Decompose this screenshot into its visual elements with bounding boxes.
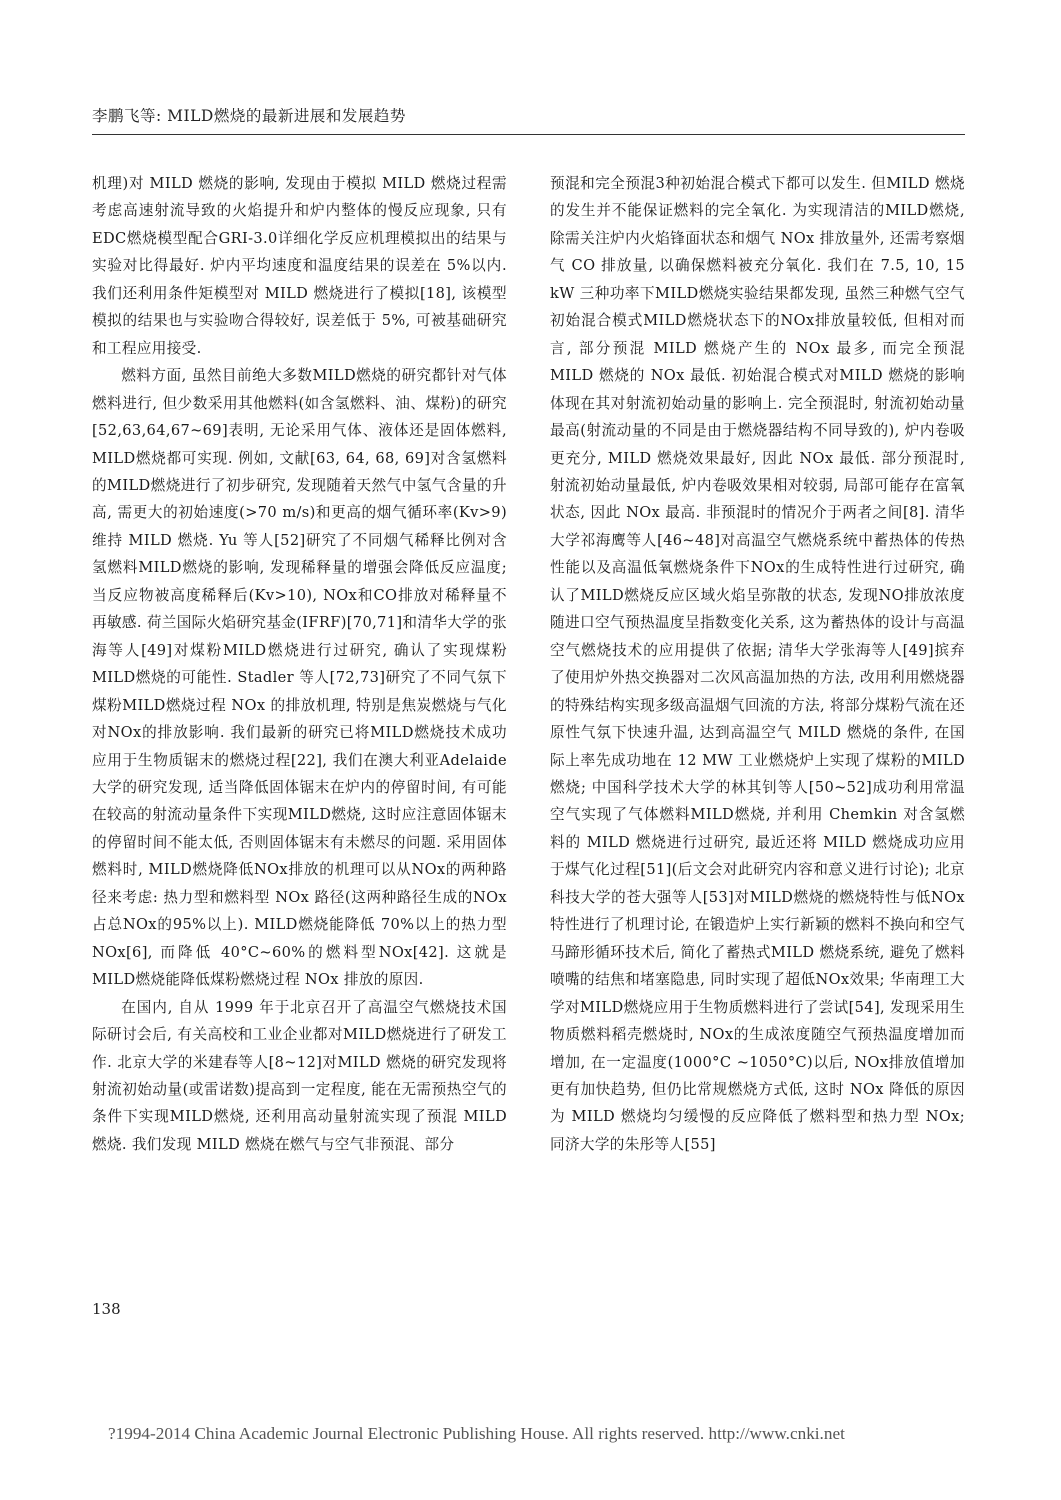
header-rule	[92, 134, 965, 135]
left-column	[92, 170, 507, 1158]
paragraph: 在国内, 自从 1999 年于北京召开了高温空气燃烧技术国际研讨会后, 有关高校和工业企业都对MILD燃烧进行了研发工作. 北京大学的米建春等人[8~12]对MILD 燃烧的研究发现将射流初始动量(或雷诺数)提高到一定程度, 能在无需预热空气的条件下实现MILD燃烧, 还利用高动量射流实现了预混 MILD 燃烧. 我们发现 MILD 燃烧在燃气与空气非预混、部分	[92, 998, 507, 1153]
right-column	[550, 170, 965, 1158]
paragraph: 机理)对 MILD 燃烧的影响, 发现由于模拟 MILD 燃烧过程需考虑高速射流导致的火焰提升和炉内整体的慢反应现象, 只有EDC燃烧模型配合GRI-3.0详细化学反应机理模拟出的结果与实验对比得最好. 炉内平均速度和温度结果的误差在 5%以内. 我们还利用条件矩模型对 MILD 燃烧进行了模拟[18], 该模型模拟的结果也与实验吻合得较好, 误差低于 5%, 可被基础研究和工程应用接受.	[92, 175, 507, 357]
paragraph: 预混和完全预混3种初始混合模式下都可以发生. 但MILD 燃烧的发生并不能保证燃料的完全氧化. 为实现清洁的MILD燃烧, 除需关注炉内火焰锋面状态和烟气 NOx 排放量外, 还需考察烟气 CO 排放量, 以确保燃料被充分氧化. 我们在 7.5, 10, 15 kW 三种功率下MILD燃烧实验结果都发现, 虽然三种燃气空气初始混合模式MILD燃烧状态下的NOx排放量较低, 但相对而言, 部分预混 MILD 燃烧产生的 NOx 最多, 而完全预混 MILD 燃烧的 NOx 最低. 初始混合模式对MILD 燃烧的影响体现在其对射流初始动量的影响上. 完全预混时, 射流初始动量最高(射流动量的不同是由于燃烧器结构不同导致的), 炉内卷吸更充分, MILD 燃烧效果最好, 因此 NOx 最低. 部分预混时, 射流初始动量最低, 炉内卷吸效果相对较弱, 局部可能存在富氧状态, 因此 NOx 最高. 非预混时的情况介于两者之间[8]. 清华大学祁海鹰等人[46~48]对高温空气燃烧系统中蓄热体的传热性能以及高温低氧燃烧条件下NOx的生成特性进行过研究, 确认了MILD燃烧反应区域火焰呈弥散的状态, 发现NO排放浓度随进口空气预热温度呈指数变化关系, 这为蓄热体的设计与高温空气燃烧技术的应用提供了依据; 清华大学张海等人[49]摈弃了使用炉外热交换器对二次风高温加热的方法, 改用利用燃烧器的特殊结构实现多级高温烟气回流的方法, 将部分煤粉气流在还原性气氛下快速升温, 达到高温空气 MILD 燃烧的条件, 在国际上率先成功地在 12 MW 工业燃烧炉上实现了煤粉的MILD燃烧; 中国科学技术大学的林其钊等人[50~52]成功利用常温空气实现了气体燃料MILD燃烧, 并利用 Chemkin 对含氢燃料的 MILD 燃烧进行过研究, 最近还将 MILD 燃烧成功应用于煤气化过程[51](后文会对此研究内容和意义进行讨论); 北京科技大学的苍大强等人[53]对MILD燃烧的燃烧特性与低NOx特性进行了机理讨论, 在锻造炉上实行新颖的燃料不换向和空气马蹄形循环技术后, 简化了蓄热式MILD 燃烧系统, 避免了燃料喷嘴的结焦和堵塞隐患, 同时实现了超低NOx效果; 华南理工大学对MILD燃烧应用于生物质燃料进行了尝试[54], 发现采用生物质燃料稻壳燃烧时, NOx的生成浓度随空气预热温度增加而增加, 在一定温度(1000°C ~1050°C)以后, NOx排放值增加更有加快趋势, 但仍比常规燃烧方式低, 这时 NOx 降低的原因为 MILD 燃烧均匀缓慢的反应降低了燃料型和热力型 NOx; 同济大学的朱彤等人[55]	[550, 175, 965, 1153]
running-header: 李鹏飞等: MILD燃烧的最新进展和发展趋势	[92, 107, 406, 125]
paragraph: 燃料方面, 虽然目前绝大多数MILD燃烧的研究都针对气体燃料进行, 但少数采用其他燃料(如含氢燃料、油、煤粉)的研究[52,63,64,67~69]表明, 无论采用气体、液体还是固体燃料, MILD燃烧都可实现. 例如, 文献[63, 64, 68, 69]对含氢燃料的MILD燃烧进行了初步研究, 发现随着天然气中氢气含量的升高, 需更大的初始速度(>70 m/s)和更高的烟气循环率(Kv>9)维持 MILD 燃烧. Yu 等人[52]研究了不同烟气稀释比例对含氢燃料MILD燃烧的影响, 发现稀释量的增强会降低反应温度; 当反应物被高度稀释后(Kv>10), NOx和CO排放对稀释量不再敏感. 荷兰国际火焰研究基金(IFRF)[70,71]和清华大学的张海等人[49]对煤粉MILD燃烧进行过研究, 确认了实现煤粉MILD燃烧的可能性. Stadler 等人[72,73]研究了不同气氛下煤粉MILD燃烧过程 NOx 的排放机理, 特别是焦炭燃烧与气化对NOx的排放影响. 我们最新的研究已将MILD燃烧技术成功应用于生物质锯末的燃烧过程[22], 我们在澳大利亚Adelaide大学的研究发现, 适当降低固体锯末在炉内的停留时间, 有可能在较高的射流动量条件下实现MILD燃烧, 这时应注意固体锯末的停留时间不能太低, 否则固体锯末有未燃尽的问题. 采用固体燃料时, MILD燃烧降低NOx排放的机理可以从NOx的两种路径来考虑: 热力型和燃料型 NOx 路径(这两种路径生成的NOx占总NOx的95%以上). MILD燃烧能降低 70%以上的热力型 NOx[6], 而降低 40°C~60%的燃料型NOx[42]. 这就是MILD燃烧能降低煤粉燃烧过程 NOx 排放的原因.	[92, 367, 507, 989]
page-number: 138	[92, 1300, 121, 1318]
footer-copyright: ?1994-2014 China Academic Journal Electronic Publishing House. All rights reserved. http://www.cnki.net	[108, 1424, 845, 1443]
